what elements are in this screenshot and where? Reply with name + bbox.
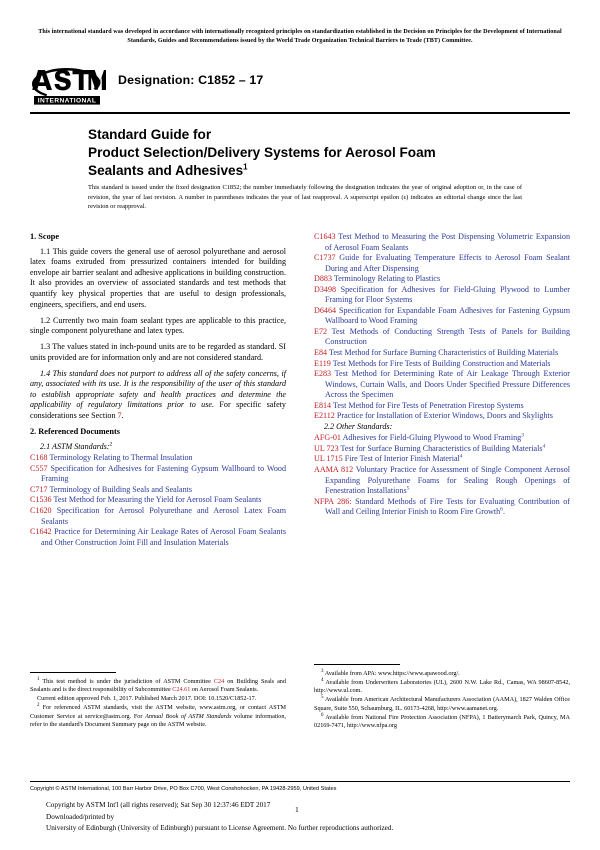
reference-designation[interactable]: AFG-01 <box>314 433 341 443</box>
footer-divider <box>30 781 570 782</box>
reference-description[interactable]: Fire Test of Interior Finish Material <box>344 454 460 464</box>
reference-description[interactable]: Practice for Installation of Exterior Windows, Doors and Skylights <box>336 411 553 421</box>
reference-item[interactable] <box>314 327 570 348</box>
license-line-1: Copyright by ASTM Int'l (all rights reserved); Sat Sep 30 12:37:46 EDT 2017 <box>46 801 271 809</box>
reference-item[interactable] <box>30 485 286 496</box>
fixed-designation-note: This standard is issued under the fixed designation C1852; the number immediately following the designation indicates the year of original adoption or, in the case of revision, the year of last revision. A number in parentheses indicates the year of last reapproval. A superscript epsilon (ε) indicates an editorial change since the last revision or reapproval. <box>88 184 522 211</box>
paragraph-1-1: 1.1 This guide covers the general use of aerosol polyurethane and aerosol latex foams extruded from pressurized containers intended for building envelope air barrier sealant and adhesive applications in building construction. It also provides an overview of associated standards and test methods that quantify key physical properties that are useful to design professionals, engineers, specifiers, and end users. <box>30 246 286 309</box>
reference-description[interactable]: Terminology Relating to Thermal Insulation <box>49 453 193 463</box>
designation-row <box>30 63 570 109</box>
reference-item[interactable] <box>314 285 570 306</box>
footnote-2: $^2$ For referenced ASTM standards, visit the ASTM website, www.astm.org, or contact ASTM Customer Service at service@astm.org. For Annual Book of ASTM Standards volume information, refer to the standard's Document Summary page on the ASTM website. <box>30 703 287 729</box>
reference-item[interactable] <box>314 411 570 422</box>
reference-designation[interactable]: C717 <box>30 484 48 494</box>
reference-item[interactable] <box>314 444 570 455</box>
page-number: 1 <box>295 805 299 814</box>
reference-item[interactable] <box>30 527 286 548</box>
reference-item[interactable] <box>314 454 570 465</box>
reference-designation[interactable]: D3498 <box>314 284 337 294</box>
reference-item[interactable] <box>30 506 286 527</box>
paragraph-1-4-end: . <box>121 410 124 420</box>
section-heading-referenced-documents: 2. Referenced Documents <box>30 426 120 436</box>
license-line-2: Downloaded/printed by <box>46 812 115 821</box>
footnote-divider-left <box>30 672 116 673</box>
title-line-3: Sealants and Adhesives$^1$ <box>88 162 248 179</box>
footnotes-left <box>30 678 286 730</box>
paragraph-1-4-roman: For specific safety considerations see Section <box>30 400 286 420</box>
reference-designation[interactable]: AAMA 812 <box>314 465 354 474</box>
astm-standards-list-part2 <box>314 232 570 422</box>
reference-item[interactable] <box>314 433 570 444</box>
committee-c24-link[interactable]: C24 <box>213 678 225 685</box>
section-7-link[interactable]: 7 <box>117 410 122 420</box>
reference-item[interactable] <box>314 306 570 327</box>
reference-designation[interactable]: C1536 <box>30 495 52 505</box>
reference-designation[interactable]: D6464 <box>314 305 337 315</box>
paragraph-1-3: 1.3 The values stated in inch-pound units are to be regarded as standard. SI units provided are for information only and are not considered standard. <box>30 342 286 362</box>
paragraph-1-2: 1.2 Currently two main foam sealant types are applicable to this practice, single component polyurethane and latex types. <box>30 315 286 336</box>
reference-description[interactable]: Standard Methods of Fire Tests for Evaluating Contribution of Wall and Ceiling Interior Finish to Room Fire Growth <box>325 496 570 517</box>
reference-description[interactable]: Test Methods of Conducting Strength Tests of Panels for Building Construction <box>325 326 570 347</box>
reference-description[interactable]: Voluntary Practice for Assessment of Single Component Aerosol Expanding Polyurethane Foams for Sealing Rough Openings of Fenestration Installations <box>325 465 570 496</box>
reference-description[interactable]: Specification for Expandable Foam Adhesives for Fastening Gypsum Wallboard to Wood Framing <box>325 305 570 326</box>
footnote-3: $^3$ Available from APA: www.https://www.apawood.org/. <box>321 668 460 677</box>
reference-item[interactable] <box>314 348 570 359</box>
wto-header-note: This international standard was developed in accordance with internationally recognized principles on standardization established in the Decision on Principles for the Development of International Standards, Guides and Recommendations issued by the World Trade Organization Technical Barriers to Trade (TBT) Committee. <box>38 29 562 44</box>
reference-designation[interactable]: C1643 <box>314 232 336 241</box>
reference-designation[interactable]: C1642 <box>30 527 52 537</box>
reference-description[interactable]: Specification for Adhesives for Field-Gluing Plywood to Lumber Framing for Floor Systems <box>325 284 570 305</box>
astm-standards-list-part1 <box>30 453 286 548</box>
subcommittee-c2461-link[interactable]: C24.61 <box>172 686 191 694</box>
reference-item[interactable] <box>314 401 570 412</box>
section-heading-scope: 1. Scope <box>30 232 60 241</box>
reference-item[interactable] <box>30 453 286 464</box>
reference-trailing: . <box>502 507 505 517</box>
reference-description[interactable]: Guide for Evaluating Temperature Effects to Aerosol Foam Sealant During and After Dispensing <box>325 253 570 273</box>
reference-description[interactable]: Specification for Aerosol Polyurethane and Aerosol Latex Foam Sealants <box>41 506 286 526</box>
reference-designation[interactable]: E84 <box>314 348 328 358</box>
other-standards-list <box>314 433 570 517</box>
reference-designation[interactable]: C168 <box>30 453 48 463</box>
title-line-2: Product Selection/Delivery Systems for Aerosol Foam <box>88 145 436 161</box>
reference-designation[interactable]: C1620 <box>30 506 52 516</box>
reference-footnote-marker: 6 <box>500 506 503 513</box>
body-columns <box>30 232 570 667</box>
paragraph-1-4-italic: 1.4 This standard does not purport to address all of the safety concerns, if any, associated with its use. It is the responsibility of the user of this standard to establish appropriate safety and health practices and determine the applicability of regulatory limitations prior to use. <box>30 368 286 410</box>
reference-designation[interactable]: E283 <box>314 369 332 379</box>
reference-description[interactable]: Practice for Determining Air Leakage Rates of Aerosol Foam Sealants and Other Construction Joint Fill and Insulation Materials <box>41 527 286 547</box>
reference-description[interactable]: Test Method for Measuring the Yield for Aerosol Foam Sealants <box>53 495 262 505</box>
reference-designation[interactable]: E814 <box>314 400 332 410</box>
title-line-1: Standard Guide for <box>88 127 212 142</box>
reference-footnote-marker: 4 <box>459 453 463 460</box>
reference-description[interactable]: Test for Surface Burning Characteristics of Building Materials <box>340 443 543 453</box>
footnote-divider-right <box>314 664 400 665</box>
reference-item[interactable] <box>314 232 570 253</box>
designation-label: Designation: C1852 – 17 <box>118 73 264 87</box>
copyright-notice: Copyright © ASTM International, 100 Barr Harbor Drive, PO Box C700, West Conshohocken, PA 19428-2959, United States <box>30 786 337 792</box>
reference-footnote-marker: 4 <box>542 443 546 450</box>
subsection-other-standards: 2.2 Other Standards: <box>324 421 393 431</box>
reference-designation[interactable]: E2112 <box>314 411 335 421</box>
reference-description[interactable]: Test Method for Fire Tests of Penetration Firestop Systems <box>332 400 524 410</box>
reference-designation[interactable]: E119 <box>314 358 331 368</box>
title-footnote-marker: 1 <box>243 162 248 172</box>
page-title <box>88 126 558 181</box>
reference-description[interactable]: Terminology Relating to Plastics <box>333 274 441 284</box>
reference-item[interactable] <box>314 465 570 497</box>
reference-designation[interactable]: UL 723 <box>314 443 339 453</box>
subsection-astm-standards: 2.1 ASTM Standards:$^2$ <box>40 441 113 451</box>
reference-footnote-marker: 3 <box>521 432 524 439</box>
header-divider <box>30 112 570 114</box>
reference-description[interactable]: Specification for Adhesives for Fastening Gypsum Wallboard to Wood Framing <box>41 463 286 484</box>
footnote-4: $^4$ Available from Underwriters Laboratories (UL), 2600 N.W. Lake Rd., Camas, WA 98607-8542, http://www.ul.com. <box>314 677 570 695</box>
footnote-current-edition: Current edition approved Feb. 1, 2017. Published March 2017. DOI: 10.1520/C1852-17. <box>37 695 257 703</box>
astm-logo-icon <box>30 63 106 107</box>
paragraph-1-4 <box>30 369 286 422</box>
footnote-1: $^1$ This test method is under the jurisdiction of ASTM Committee C24 on Building Seals and Sealants and is the direct responsibility of Subcommittee C24.61 on Aerosol Foam Sealants. <box>30 676 286 694</box>
reference-item[interactable] <box>314 274 570 285</box>
right-column <box>314 232 570 518</box>
footnotes-right <box>314 670 570 731</box>
reference-item[interactable] <box>314 497 570 518</box>
footnote-5: $^5$ Available from American Architectural Manufacturers Association (AAMA), 1827 Walden Office Square, Suite 550, Schaumburg, IL. 60173-4268, http://www.aamanet.org. <box>314 695 570 712</box>
license-line-3: University of Edinburgh (University of Edinburgh) pursuant to License Agreement. No further reproductions authorized. <box>46 824 394 833</box>
reference-designation[interactable]: NFPA 286: <box>314 496 352 506</box>
reference-designation[interactable]: E72 <box>314 326 328 336</box>
reference-item[interactable] <box>314 369 570 401</box>
reference-item[interactable] <box>30 495 286 506</box>
reference-designation[interactable]: D883 <box>314 274 332 284</box>
reference-description[interactable]: Test Method for Determining Rate of Air Leakage Through Exterior Windows, Curtain Walls, and Doors Under Specified Pressure Differences Across the Specimen <box>325 369 570 400</box>
reference-designation[interactable]: UL 1715 <box>314 454 343 464</box>
left-column <box>30 232 286 548</box>
reference-description[interactable]: Adhesives for Field-Gluing Plywood to Wood Framing <box>342 433 522 443</box>
reference-item[interactable] <box>314 359 570 370</box>
reference-footnote-marker: 5 <box>406 485 410 492</box>
reference-description[interactable]: Test Method to Measuring the Post Dispensing Volumetric Expansion of Aerosol Foam Sealants <box>325 232 570 252</box>
reference-designation[interactable]: C1737 <box>314 253 336 263</box>
reference-item[interactable] <box>30 464 286 485</box>
reference-item[interactable] <box>314 253 570 274</box>
footnote-6: $^6$ Available from National Fire Protection Association (NFPA), 1 Batterymarch Park, Quincy, MA 02169-7471, http://www.nfpa.org <box>314 712 570 730</box>
reference-description[interactable]: Test Methods for Fire Tests of Building Construction and Materials <box>332 358 551 368</box>
reference-description[interactable]: Test Method for Surface Burning Characteristics of Building Materials <box>328 348 559 358</box>
reference-designation[interactable]: C557 <box>30 463 48 473</box>
svg-text:INTERNATIONAL: INTERNATIONAL <box>37 97 97 105</box>
reference-description[interactable]: Terminology of Building Seals and Sealants <box>49 484 193 494</box>
